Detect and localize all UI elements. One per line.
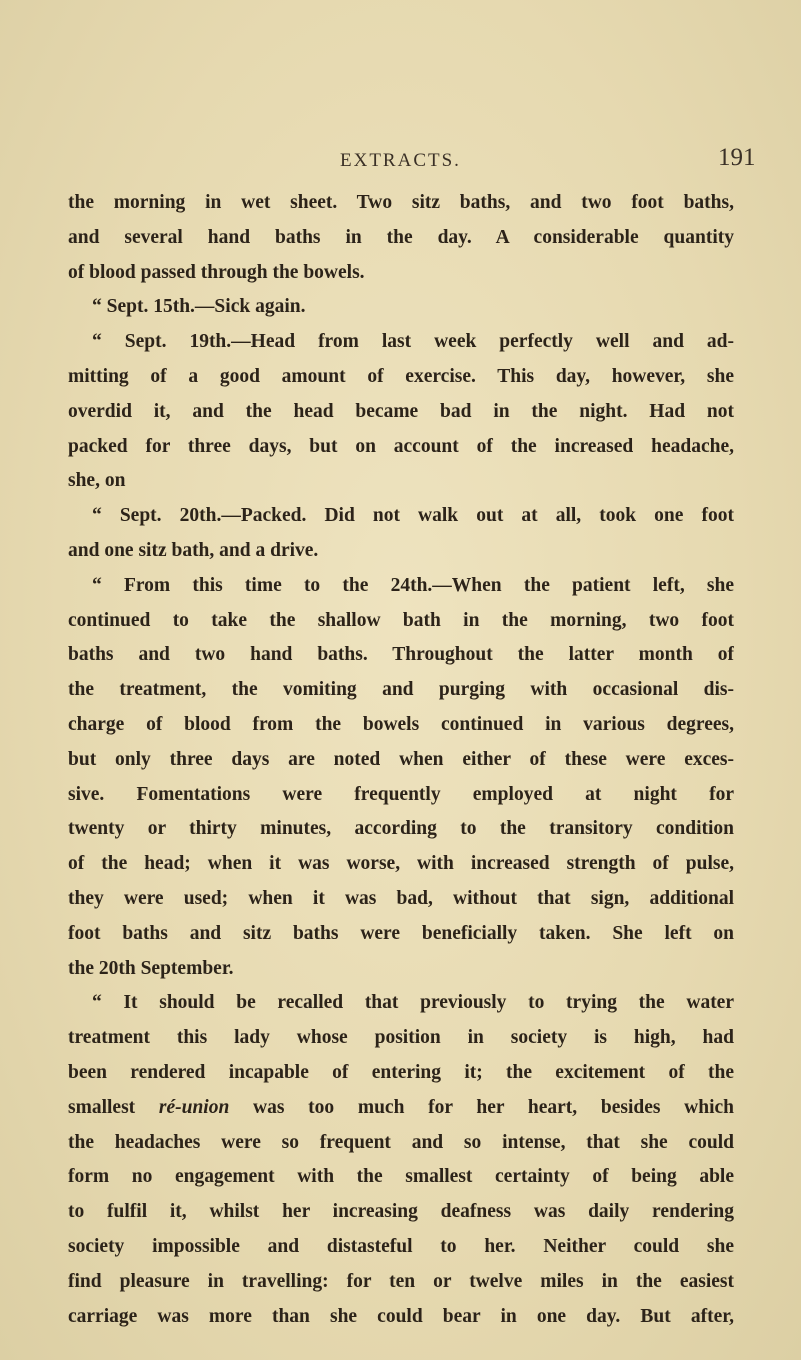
text-line: she, on [68,470,126,492]
text-line: packed for three days, but on account of the increased headache, [68,435,734,457]
text-line: find pleasure in travelling: for ten or twelve miles in the easiest [68,1270,734,1292]
running-title: EXTRACTS. [340,150,461,171]
text-line: the morning in wet sheet. Two sitz baths, and two foot baths, [68,192,734,213]
text-line: “ Sept. 19th.—Head from last week perfectly well and ad- [92,331,734,353]
running-head [0,144,801,178]
text-line: baths and two hand baths. Throughout the latter month of [68,644,734,666]
text-line: but only three days are noted when either of these were exces- [68,748,734,770]
text-line: they were used; when it was bad, without that sign, additional [68,887,734,909]
page-number: 191 [718,144,756,171]
text-line: “ From this time to the 24th.—When the patient left, she [92,574,734,596]
text-line: been rendered incapable of entering it; the excitement of the [68,1061,734,1083]
text-line: sive. Fomentations were frequently employed at night for [68,783,734,805]
text-line: mitting of a good amount of exercise. This day, however, she [68,365,734,387]
text-line: of blood passed through the bowels. [68,261,365,283]
text-line: charge of blood from the bowels continued in various degrees, [68,713,734,735]
text-line: form no engagement with the smallest certainty of being able [68,1166,734,1188]
text-fragment: smallest [68,1096,136,1118]
text-line: the headaches were so frequent and so intense, that she could [68,1131,734,1153]
text-line [68,1091,734,1126]
body-text [68,186,734,1334]
text-line: and several hand baths in the day. A considerable quantity [68,226,734,248]
text-line: treatment this lady whose position in society is high, had [68,1027,734,1049]
text-line: twenty or thirty minutes, according to the transitory condition [68,818,734,840]
text-line: the treatment, the vomiting and purging with occasional dis- [68,679,734,701]
text-line: “ Sept. 15th.—Sick again. [92,296,306,318]
text-line: and one sitz bath, and a drive. [68,539,319,561]
text-line: society impossible and distasteful to her. Neither could she [68,1235,734,1257]
italic-term: ré-union [158,1096,230,1118]
text-line: to fulfil it, whilst her increasing deafness was daily rendering [68,1201,734,1223]
text-fragment: was too much for her heart, besides which [253,1096,734,1118]
text-line: overdid it, and the head became bad in the night. Had not [68,400,734,422]
text-line: “ It should be recalled that previously to trying the water [92,992,734,1014]
text-line: carriage was more than she could bear in one day. But after, [68,1305,734,1327]
text-line: “ Sept. 20th.—Packed. Did not walk out at all, took one foot [92,505,734,527]
text-line: of the head; when it was worse, with increased strength of pulse, [68,853,734,875]
text-line: continued to take the shallow bath in the morning, two foot [68,609,734,631]
text-line: the 20th September. [68,957,234,979]
text-line: foot baths and sitz baths were beneficially taken. She left on [68,922,734,944]
